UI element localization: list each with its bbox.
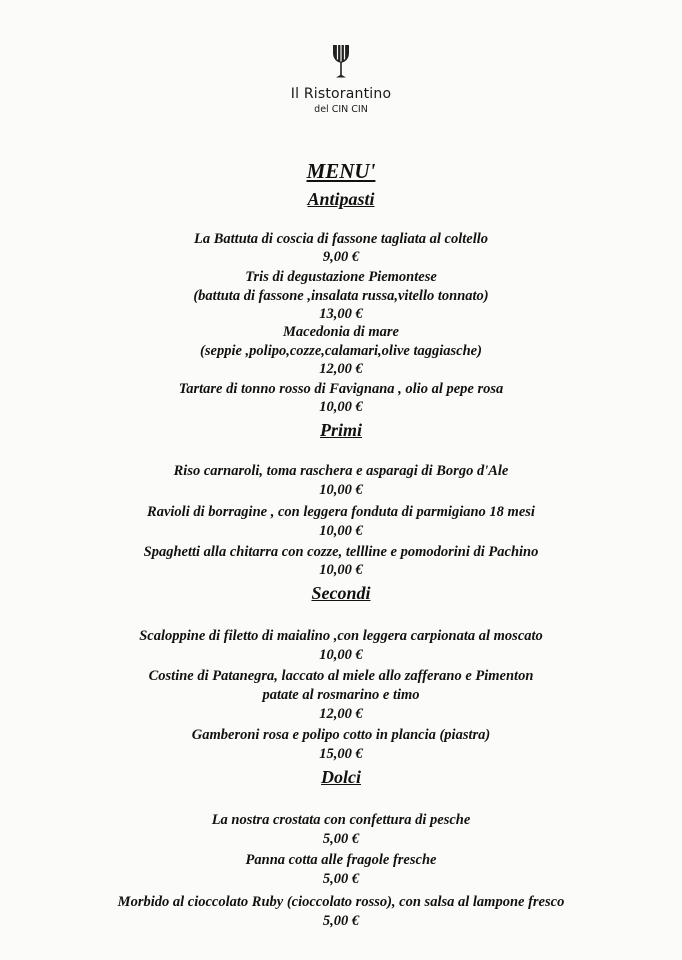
dish-name: Gamberoni rosa e polipo cotto in plancia (piastra) <box>191 727 491 743</box>
dish-name: Tris di degustazione Piemontese <box>245 269 437 285</box>
restaurant-subtitle: del CIN CIN <box>314 104 368 115</box>
dish-price: 10,00 € <box>319 647 363 663</box>
dish-price: 10,00 € <box>319 562 363 578</box>
menu-title: MENU' <box>306 159 376 183</box>
dish-name: Morbido al cioccolato Ruby (cioccolato rosso), con salsa al lampone fresco <box>117 894 565 910</box>
dish-detail: patate al rosmarino e timo <box>262 687 420 703</box>
dish-name: Costine di Patanegra, laccato al miele allo zafferano e Pimenton <box>148 668 534 684</box>
dish-price: 15,00 € <box>319 746 363 762</box>
restaurant-name: Il Ristorantino <box>290 86 392 102</box>
dish-name: Scaloppine di filetto di maialino ,con leggera carpionata al moscato <box>139 628 543 644</box>
dish-price: 10,00 € <box>319 482 363 498</box>
section-title-secondi: Secondi <box>311 583 371 603</box>
dish-name: Riso carnaroli, toma raschera e asparagi di Borgo d'Ale <box>173 463 509 479</box>
wine-glass-icon <box>331 44 351 80</box>
section-title-antipasti: Antipasti <box>307 189 375 209</box>
dish-price: 5,00 € <box>322 913 360 929</box>
dish-price: 10,00 € <box>319 523 363 539</box>
dish-detail: (battuta di fassone ,insalata russa,vitello tonnato) <box>193 288 489 304</box>
logo <box>0 44 682 80</box>
dish-price: 5,00 € <box>322 831 360 847</box>
dish-name: La nostra crostata con confettura di pesche <box>211 812 471 828</box>
dish-name: Panna cotta alle fragole fresche <box>245 852 437 868</box>
section-title-primi: Primi <box>319 420 362 440</box>
dish-price: 13,00 € <box>319 306 363 322</box>
dish-name: Spaghetti alla chitarra con cozze, tellline e pomodorini di Pachino <box>143 544 539 560</box>
dish-name: Ravioli di borragine , con leggera fonduta di parmigiano 18 mesi <box>147 504 535 520</box>
dish-price: 10,00 € <box>319 399 363 415</box>
dish-name: La Battuta di coscia di fassone tagliata al coltello <box>193 231 489 247</box>
dish-price: 12,00 € <box>319 706 363 722</box>
dish-name: Tartare di tonno rosso di Favignana , olio al pepe rosa <box>178 381 504 397</box>
dish-price: 5,00 € <box>322 871 360 887</box>
dish-price: 12,00 € <box>319 361 363 377</box>
dish-name: Macedonia di mare <box>283 324 399 340</box>
section-title-dolci: Dolci <box>321 767 361 787</box>
dish-detail: (seppie ,polipo,cozze,calamari,olive taggiasche) <box>200 343 482 359</box>
dish-price: 9,00 € <box>322 249 360 265</box>
